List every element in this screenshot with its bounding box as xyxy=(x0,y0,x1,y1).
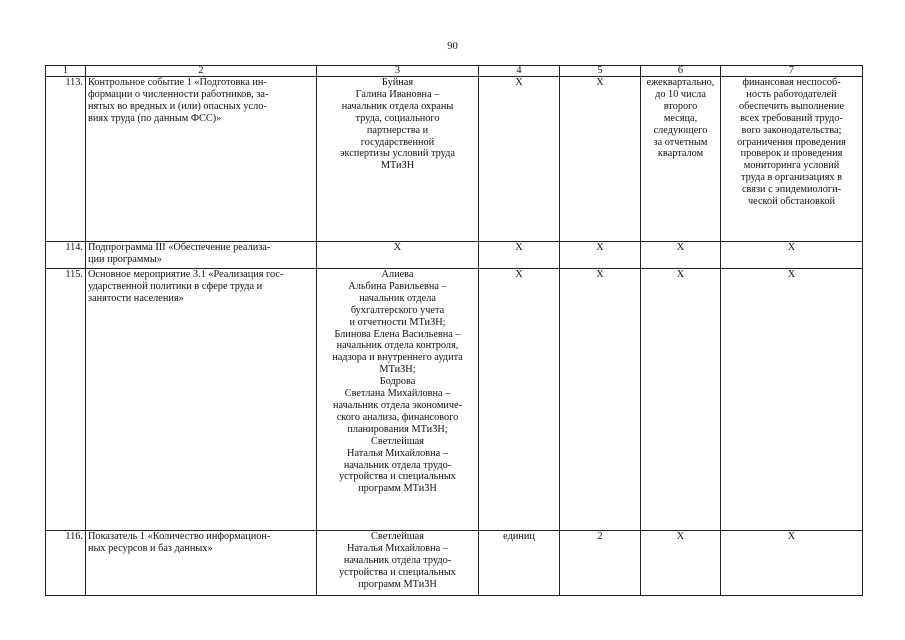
row-number: 116. xyxy=(46,531,86,596)
cell-col4: Х xyxy=(479,242,560,269)
item-name: Контрольное событие 1 «Подготовка ин- формации о численности работников, за- нятых во вредных и (или) опасных усло- виях труда (по данным ФСС)» xyxy=(86,77,317,242)
responsible-person: Буйная Галина Ивановна – начальник отдела охраны труда, социального партнерства и государственной экспертизы условий труда МТиЗН xyxy=(317,77,479,242)
item-name: Показатель 1 «Количество информацион- ных ресурсов и баз данных» xyxy=(86,531,317,596)
column-header: 5 xyxy=(560,66,641,77)
page-number: 90 xyxy=(447,41,458,52)
item-name: Основное мероприятие 3.1 «Реализация гос- ударственной политики в сфере труда и занятости населения» xyxy=(86,269,317,531)
cell-col7: финансовая неспособ- ность работодателей обеспечить выполнение всех требований трудо- вого законодательства; ограничения проведения проверок и проведения мониторинга условий труда в организациях в связи с эпидемиологи- ческой обстановкой xyxy=(721,77,863,242)
table-row xyxy=(46,531,863,596)
cell-col6: Х xyxy=(641,269,721,531)
column-header: 7 xyxy=(721,66,863,77)
cell-col7: Х xyxy=(721,269,863,531)
cell-col5: 2 xyxy=(560,531,641,596)
column-header: 3 xyxy=(317,66,479,77)
cell-col5: Х xyxy=(560,77,641,242)
cell-col7: Х xyxy=(721,242,863,269)
column-header: 2 xyxy=(86,66,317,77)
cell-col6: Х xyxy=(641,242,721,269)
column-header: 4 xyxy=(479,66,560,77)
table-row xyxy=(46,269,863,531)
cell-col4: Х xyxy=(479,77,560,242)
responsible-person: Светлейшая Наталья Михайловна – начальник отдела трудо- устройства и специальных программ МТиЗН xyxy=(317,531,479,596)
cell-col4: единиц xyxy=(479,531,560,596)
row-number: 113. xyxy=(46,77,86,242)
cell-col5: Х xyxy=(560,269,641,531)
responsible-person: Алиева Альбина Равильевна – начальник отдела бухгалтерского учета и отчетности МТиЗН; Блинова Елена Васильевна – начальник отдела контроля, надзора и внутреннего аудита МТиЗН; Бодрова Светлана Михайловна – начальник отдела экономиче- ского анализа, финансового планирования МТиЗН; Светлейшая Наталья Михайловна – начальник отдела трудо- устройства и специальных программ МТиЗН xyxy=(317,269,479,531)
column-header: 1 xyxy=(46,66,86,77)
table-header-row xyxy=(46,66,863,77)
cell-col6: ежеквартально, до 10 числа второго месяца, следующего за отчетным кварталом xyxy=(641,77,721,242)
responsible-person: Х xyxy=(317,242,479,269)
table-row xyxy=(46,77,863,242)
item-name: Подпрограмма III «Обеспечение реализа- ции программы» xyxy=(86,242,317,269)
cell-col5: Х xyxy=(560,242,641,269)
cell-col4: Х xyxy=(479,269,560,531)
cell-col7: Х xyxy=(721,531,863,596)
table-row xyxy=(46,242,863,269)
row-number: 114. xyxy=(46,242,86,269)
row-number: 115. xyxy=(46,269,86,531)
program-table xyxy=(45,65,863,596)
column-header: 6 xyxy=(641,66,721,77)
cell-col6: Х xyxy=(641,531,721,596)
